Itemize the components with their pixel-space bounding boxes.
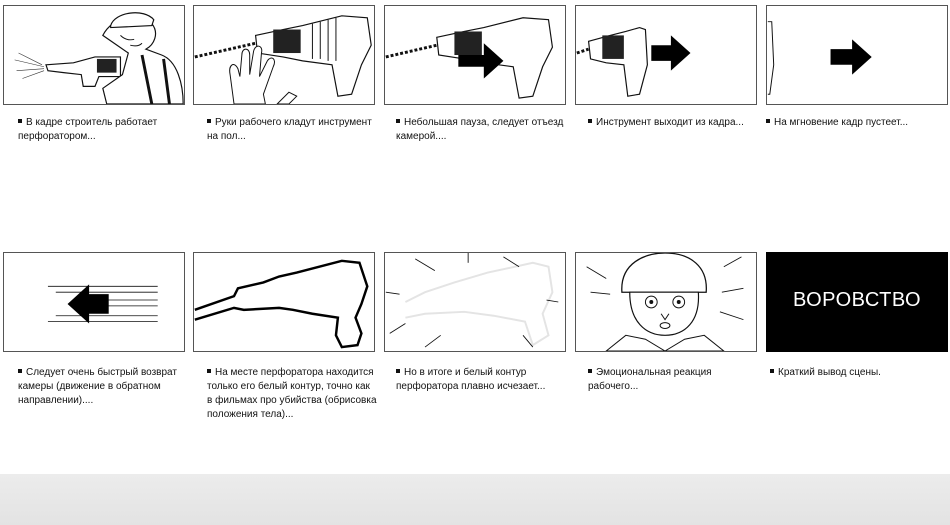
frame-7-caption: На месте перфоратора находится только его белый контур, точно как в фильмах про убийства (обрисовка положения тела)... [207,367,377,420]
storyboard-frame-3 [384,5,566,105]
worker-drilling-illustration [4,6,184,104]
outline-fading-illustration [385,253,565,351]
storyboard-frame-1 [3,5,185,105]
storyboard-frame-8 [384,252,566,352]
frame-10-caption: Краткий вывод сцены. [770,366,940,380]
drill-outline-illustration [194,253,374,351]
frame-8-caption: Но в итоге и белый контур перфоратора плавно исчезает... [396,367,546,392]
storyboard-frame-10 [766,252,948,352]
storyboard-frame-4 [575,5,757,105]
frame-9-caption: Эмоциональная реакция рабочего... [588,367,712,392]
bottom-band [0,474,950,525]
storyboard-frame-5 [766,5,948,105]
worker-face-illustration [576,253,756,351]
storyboard-frame-2 [193,5,375,105]
frame-4-caption: Инструмент выходит из кадра... [588,116,758,130]
right-arrow-icon [831,39,872,74]
frame-5-caption: На мгновение кадр пустеет... [766,116,936,130]
storyboard-frame-9 [575,252,757,352]
fast-return-illustration [4,253,184,351]
storyboard-frame-6 [3,252,185,352]
storyboard-frame-7 [193,252,375,352]
frame-1-caption: В кадре строитель работает перфоратором... [18,117,158,142]
title-card-text: ВОРОВСТВО [792,289,922,311]
right-arrow-icon [651,35,690,70]
drill-arrow-illustration [385,6,565,104]
frame-3-caption: Небольшая пауза, следует отъезд камерой.... [396,117,564,142]
frame-6-caption: Следует очень быстрый возврат камеры (движение в обратном направлении).... [18,367,177,406]
hands-drill-illustration [194,6,374,104]
drill-leaving-illustration [576,6,756,104]
frame-2-caption: Руки рабочего кладут инструмент на пол... [207,117,372,142]
empty-frame-illustration [767,6,947,104]
left-arrow-icon [68,284,109,323]
